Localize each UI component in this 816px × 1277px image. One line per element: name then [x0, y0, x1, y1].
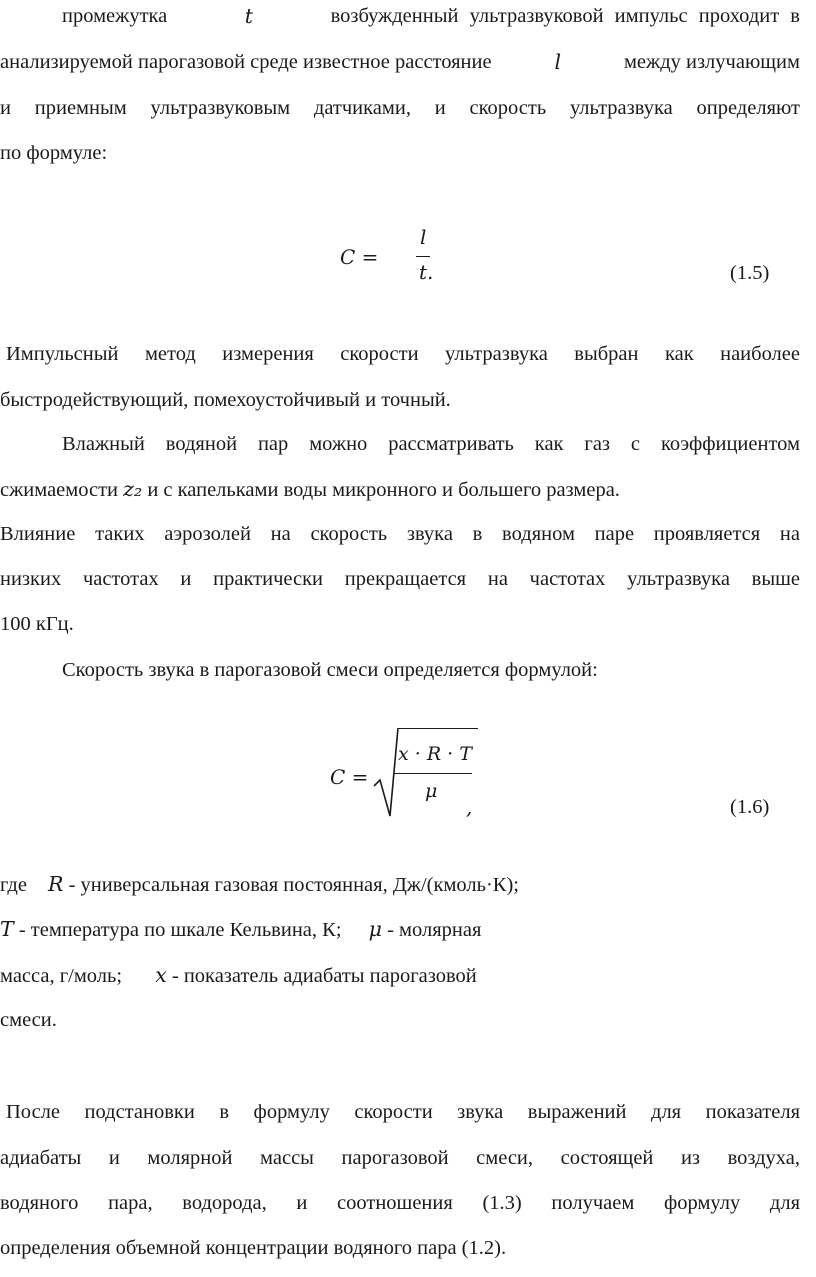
- var-x: x: [155, 963, 167, 987]
- var-mu: μ: [368, 917, 382, 941]
- p3-line-2-start: сжимаемости: [0, 479, 119, 501]
- legend-line-3: [0, 963, 800, 988]
- legend-R-text: - универсальная газовая постоянная, Дж/(кмоль·К);: [68, 874, 519, 896]
- legend-mass-text: масса, г/моль;: [0, 965, 123, 987]
- formula-1-5-denominator: t.: [419, 260, 434, 284]
- p1-line-2-start: анализируемой парогазовой среде известное расстояние: [0, 51, 492, 73]
- p1-line-2-end: между излучающим: [623, 51, 800, 73]
- formula-1-6-denominator: μ: [425, 780, 438, 802]
- sqrt-overline: [398, 728, 478, 729]
- p2-line-1: Импульсный метод измерения скорости ультразвука выбран как наиболее: [6, 343, 800, 365]
- p5-line-4: определения объемной концентрации водяного пара (1.2).: [0, 1237, 507, 1259]
- p4-line-1: Скорость звука в парогазовой смеси определяется формулой:: [62, 659, 598, 681]
- formula-1-6-lhs: C =: [330, 765, 369, 789]
- p1-line-2: [0, 50, 800, 74]
- var-t: t: [244, 4, 254, 28]
- equation-number-1-6: (1.6): [730, 796, 770, 818]
- legend-line-1: [0, 872, 800, 897]
- p5-line-1: После подстановки в формулу скорости звука выражений для показателя: [6, 1101, 800, 1123]
- p3-line-2-end: и с капельками воды микронного и большего размера.: [147, 479, 620, 501]
- formula-1-6-numerator: x · R · T: [398, 743, 472, 765]
- p3-line-3: Влияние таких аэрозолей на скорость звука в водяном паре проявляется на: [0, 523, 800, 545]
- p2-line-2: быстродействующий, помехоустойчивый и точный.: [0, 389, 451, 411]
- legend-T-text: - температура по шкале Кельвина, К;: [18, 919, 342, 941]
- var-R: R: [48, 872, 64, 896]
- p5-line-3: водяного пара, водорода, и соотношения (1.3) получаем формулу для: [0, 1192, 800, 1214]
- fraction-bar: [416, 256, 430, 257]
- legend-line-4: смеси.: [0, 1009, 57, 1031]
- p1-line-4: по формуле:: [0, 142, 108, 164]
- legend-mu-text: - молярная: [387, 919, 482, 941]
- legend-x-text: - показатель адиабаты парогазовой: [171, 965, 477, 987]
- p1-line-1: [62, 4, 800, 28]
- var-z2: z₂: [123, 477, 143, 501]
- p3-line-1: Влажный водяной пар можно рассматривать как газ с коэффициентом: [62, 433, 800, 455]
- p1-line-3: и приемным ультразвуковым датчиками, и скорость ультразвука определяют: [0, 97, 800, 119]
- legend-line-2: [0, 917, 800, 942]
- formula-1-5-numerator: l: [420, 225, 427, 249]
- formula-1-5-lhs: C =: [340, 245, 379, 269]
- p3-line-4: низких частотах и практически прекращается на частотах ультразвука выше: [0, 568, 800, 590]
- equation-number-1-5: (1.5): [730, 262, 770, 284]
- p3-line-2: [0, 477, 800, 502]
- legend-where: где: [0, 874, 27, 896]
- var-l: l: [554, 50, 562, 74]
- p3-line-5: 100 кГц.: [0, 613, 74, 635]
- formula-1-6-comma: ,: [466, 795, 473, 819]
- fraction-bar: [394, 773, 472, 774]
- p5-line-2: адиабаты и молярной массы парогазовой смеси, состоящей из воздуха,: [0, 1147, 800, 1169]
- p1-line-1-end: возбужденный ультразвуковой импульс проходит в: [330, 5, 800, 27]
- var-T: T: [0, 917, 14, 941]
- p1-line-1-start: промежутка: [62, 5, 168, 27]
